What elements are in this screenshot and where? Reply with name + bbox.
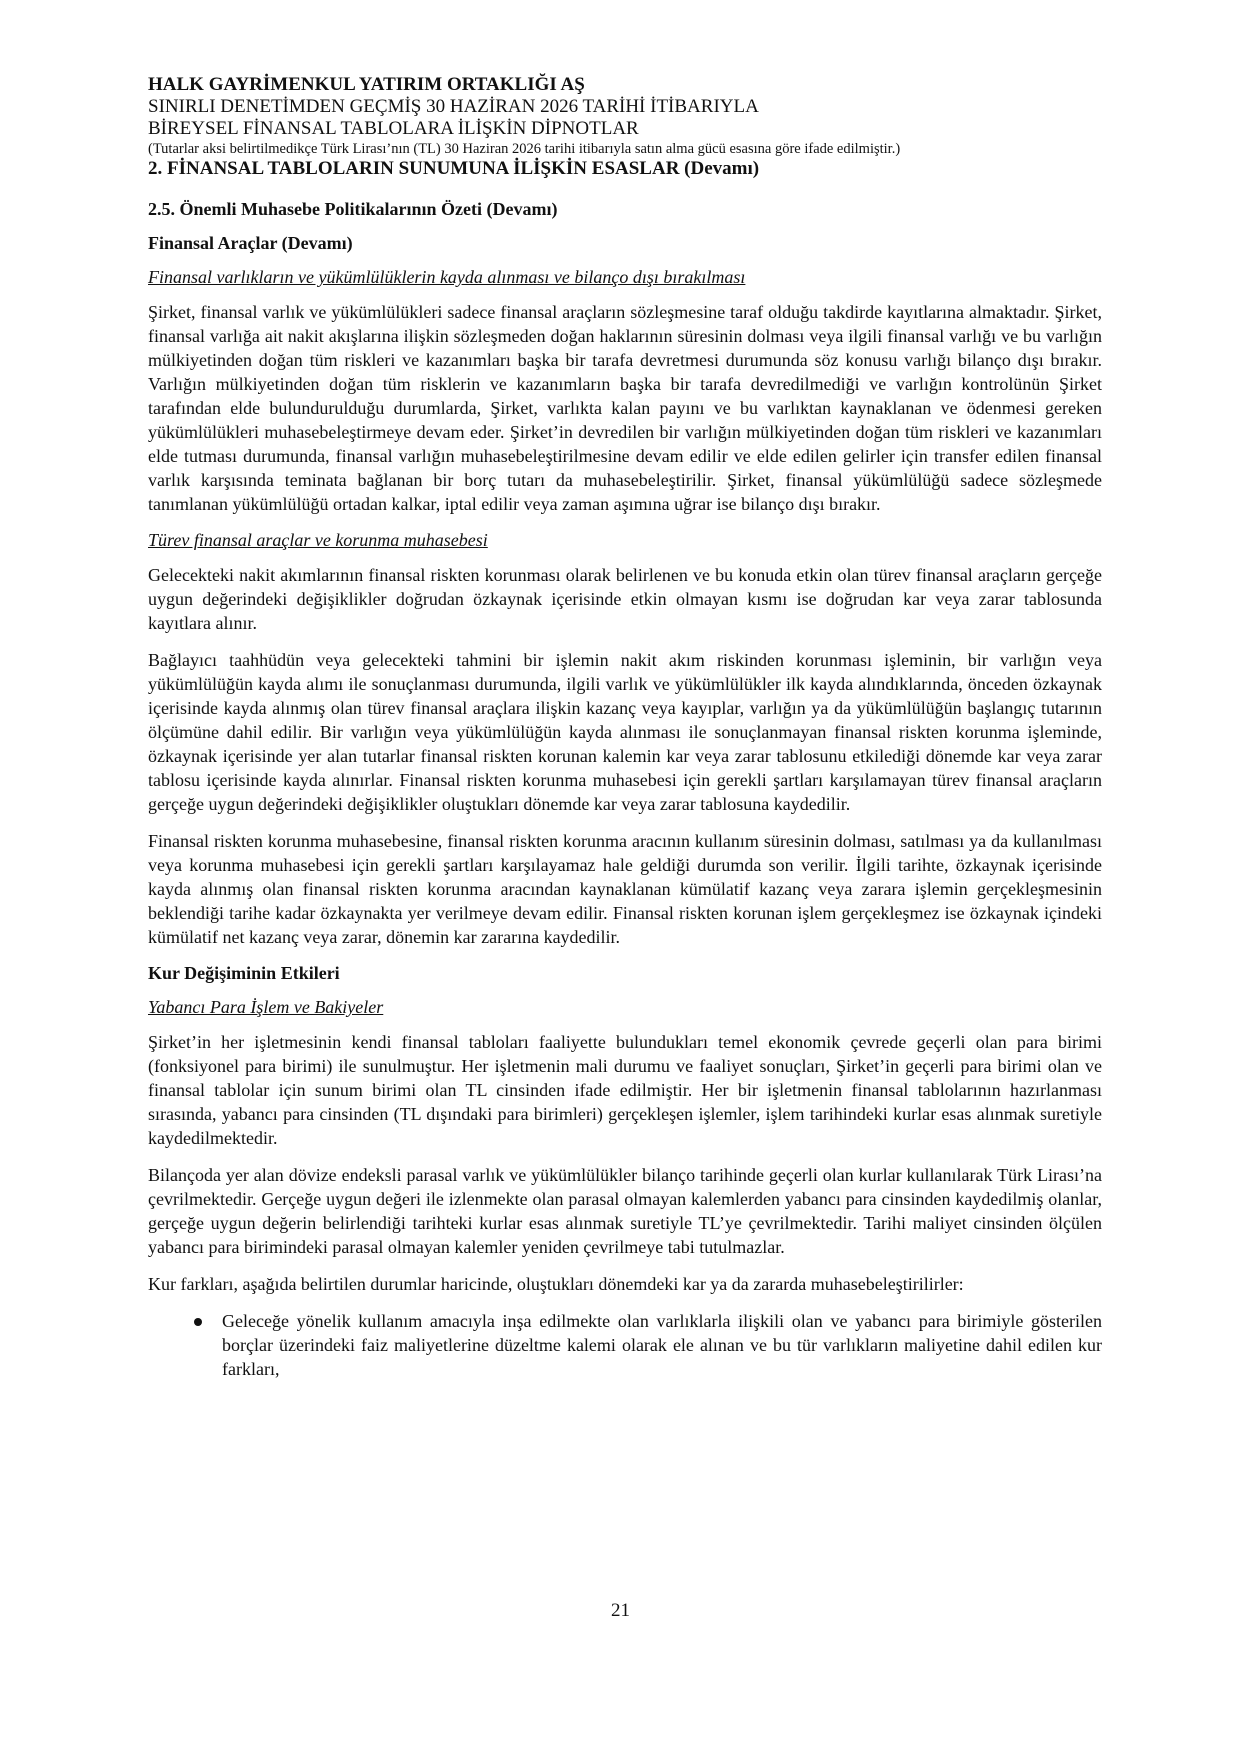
fx-exceptions-list [148, 1309, 1102, 1381]
list-item [148, 1309, 1102, 1381]
subheading-recognition: Finansal varlıkların ve yükümlülüklerin kayda alınması ve bilanço dışı bırakılması [148, 267, 746, 287]
report-subtitle: BİREYSEL FİNANSAL TABLOLARA İLİŞKİN DİPNOTLAR [148, 118, 639, 139]
report-title: SINIRLI DENETİMDEN GEÇMİŞ 30 HAZİRAN 2026 TARİHİ İTİBARIYLA [148, 96, 759, 117]
paragraph-derivatives-2: Bağlayıcı taahhüdün veya gelecekteki tahmini bir işlemin nakit akım riskinden korunması işleminin, bir varlığın veya yükümlülüğün kayda alımı ile sonuçlanması durumunda, ilgili varlık ve yükümlülükler ilk kayda alındıklarında, önceden özkaynak içerisinde kayda alınmış olan türev finansal araçlara ilişkin kazanç veya kayıplar, varlığın ya da yükümlülüğün başlangıç tutarının ölçümüne dahil edilir. Bir varlığın veya yükümlülüğün kayda alınması ile sonuçlanmayan finansal riskten korunma işleminde, özkaynak içerisinde yer alan tutarlar finansal riskten korunan kalemin kar veya zarar tablosunu etkilediği dönemde kar veya zarar tablosu içerisinde kayda alınırlar. Finansal riskten korunma muhasebesi için gerekli şartları karşılamayan türev finansal araçların gerçeğe uygun değerindeki değişiklikler oluştukları dönemde kar veya zarar tablosuna kaydedilir. [148, 650, 1102, 814]
paragraph-recognition: Şirket, finansal varlık ve yükümlülükleri sadece finansal araçların sözleşmesine taraf olduğu takdirde kayıtlarına almaktadır. Şirket, finansal varlığa ait nakit akışlarına ilişkin sözleşmeden doğan haklarının süresinin dolması veya ilgili finansal varlığı ve bu varlığın mülkiyetinden doğan tüm riskleri ve kazanımları başka bir tarafa devretmesi durumunda söz konusu varlığı bilanço dışı bırakır. Varlığın mülkiyetinden doğan tüm risklerin ve kazanımların başka bir tarafa devredilmediği ve varlığın kontrolünün Şirket tarafından elde bulundurulduğu durumlarda, Şirket, varlıkta kalan payını ve bu varlıktan kaynaklanan ve ödenmesi gereken yükümlülükleri muhasebeleştirmeye devam eder. Şirket’in devredilen bir varlığın mülkiyetinden doğan tüm riskleri ve kazanımları elde tutması durumunda, finansal varlığın muhasebeleştirilmesine devam edilir ve elde edilen gelirler için transfer edilen finansal varlık karşısında teminata bağlanan bir borç tutarı da muhasebeleştirilir. Şirket, finansal yükümlülüğü sadece sözleşmede tanımlanan yükümlülüğü ortadan kalkar, iptal edilir veya zaman aşımına uğrar ise bilanço dışı bırakır. [148, 302, 1102, 514]
paragraph-derivatives-3: Finansal riskten korunma muhasebesine, finansal riskten korunma aracının kullanım süresinin dolması, satılması ya da kullanılması veya korunma muhasebesi için gerekli şartları karşılayamaz hale geldiği durumda son verilir. İlgili tarihte, özkaynak içerisinde kayda alınmış olan finansal riskten korunma aracından kaynaklanan kümülatif kazanç veya zarara işlemin gerçekleşmesinin beklendiği tarihe kadar özkaynakta yer verilmeye devam edilir. Finansal riskten korunan işlem gerçekleşmez ise özkaynak içindeki kümülatif net kazanç veya zarar, dönemin kar zararına kaydedilir. [148, 831, 1102, 947]
paragraph-fx-2: Bilançoda yer alan dövize endeksli parasal varlık ve yükümlülükler bilanço tarihinde geçerli olan kurlar kullanılarak Türk Lirası’na çevrilmektedir. Gerçeğe uygun değeri ile izlenmekte olan parasal olmayan kalemlerden yabancı para cinsinden kaydedilmiş olanlar, gerçeğe uygun değerin belirlendiği tarihteki kurlar esas alınmak suretiyle TL’ye çevrilmektedir. Tarihi maliyet cinsinden ölçülen yabancı para birimindeki parasal olmayan kalemler yeniden çevrilmeye tabi tutulmazlar. [148, 1165, 1102, 1257]
subheading-fx-transactions: Yabancı Para İşlem ve Bakiyeler [148, 997, 384, 1017]
paragraph-derivatives-1: Gelecekteki nakit akımlarının finansal riskten korunması olarak belirlenen ve bu konuda etkin olan türev finansal araçların gerçeğe uygun değerindeki değişiklikler doğrudan özkaynak içerisinde etkin olmayan kısmı ise doğrudan kar veya zarar tablosunda kayıtlara alınır. [148, 565, 1102, 633]
page-number: 21 [611, 1600, 630, 1621]
heading-financial-instruments: Finansal Araçlar (Devamı) [148, 233, 353, 253]
heading-fx-effects: Kur Değişiminin Etkileri [148, 963, 340, 983]
document-header [148, 74, 1102, 180]
section-title: 2. FİNANSAL TABLOLARIN SUNUMUNA İLİŞKİN ESASLAR (Devamı) [148, 158, 760, 179]
subheading-derivatives: Türev finansal araçlar ve korunma muhasebesi [148, 530, 488, 550]
document-page [148, 74, 1102, 1381]
paragraph-fx-3: Kur farkları, aşağıda belirtilen durumlar haricinde, oluştukları dönemdeki kar ya da zararda muhasebeleştirilirler: [148, 1274, 964, 1294]
paragraph-fx-1: Şirket’in her işletmesinin kendi finansal tabloları faaliyette bulundukları temel ekonomik çevrede geçerli olan para birimi (fonksiyonel para birimi) ile sunulmuştur. Her işletmenin mali durumu ve faaliyet sonuçları, Şirket’in geçerli para birimi olan ve finansal tablolar için sunum birimi olan TL cinsinden ifade edilmiştir. Her bir işletmenin finansal tablolarının hazırlanması sırasında, yabancı para cinsinden (TL dışındaki para birimleri) gerçekleşen işlemler, işlem tarihindeki kurlar esas alınmak suretiyle kaydedilmektedir. [148, 1032, 1102, 1148]
currency-note: (Tutarlar aksi belirtilmedikçe Türk Lirası’nın (TL) 30 Haziran 2026 tarihi itibarıyla satın alma gücü esasına göre ifade edilmiştir.) [148, 141, 901, 157]
list-item-text: Geleceğe yönelik kullanım amacıyla inşa edilmekte olan varlıklarla ilişkili olan ve yabancı para birimiyle gösterilen borçlar üzerindeki faiz maliyetlerine düzeltme kalemi olarak ele alınan ve bu tür varlıkların maliyetine dahil edilen kur farkları, [222, 1311, 1102, 1379]
company-name: HALK GAYRİMENKUL YATIRIM ORTAKLIĞI AŞ [148, 74, 585, 95]
bullet-icon [194, 1318, 202, 1326]
heading-2-5: 2.5. Önemli Muhasebe Politikalarının Özeti (Devamı) [148, 199, 558, 219]
